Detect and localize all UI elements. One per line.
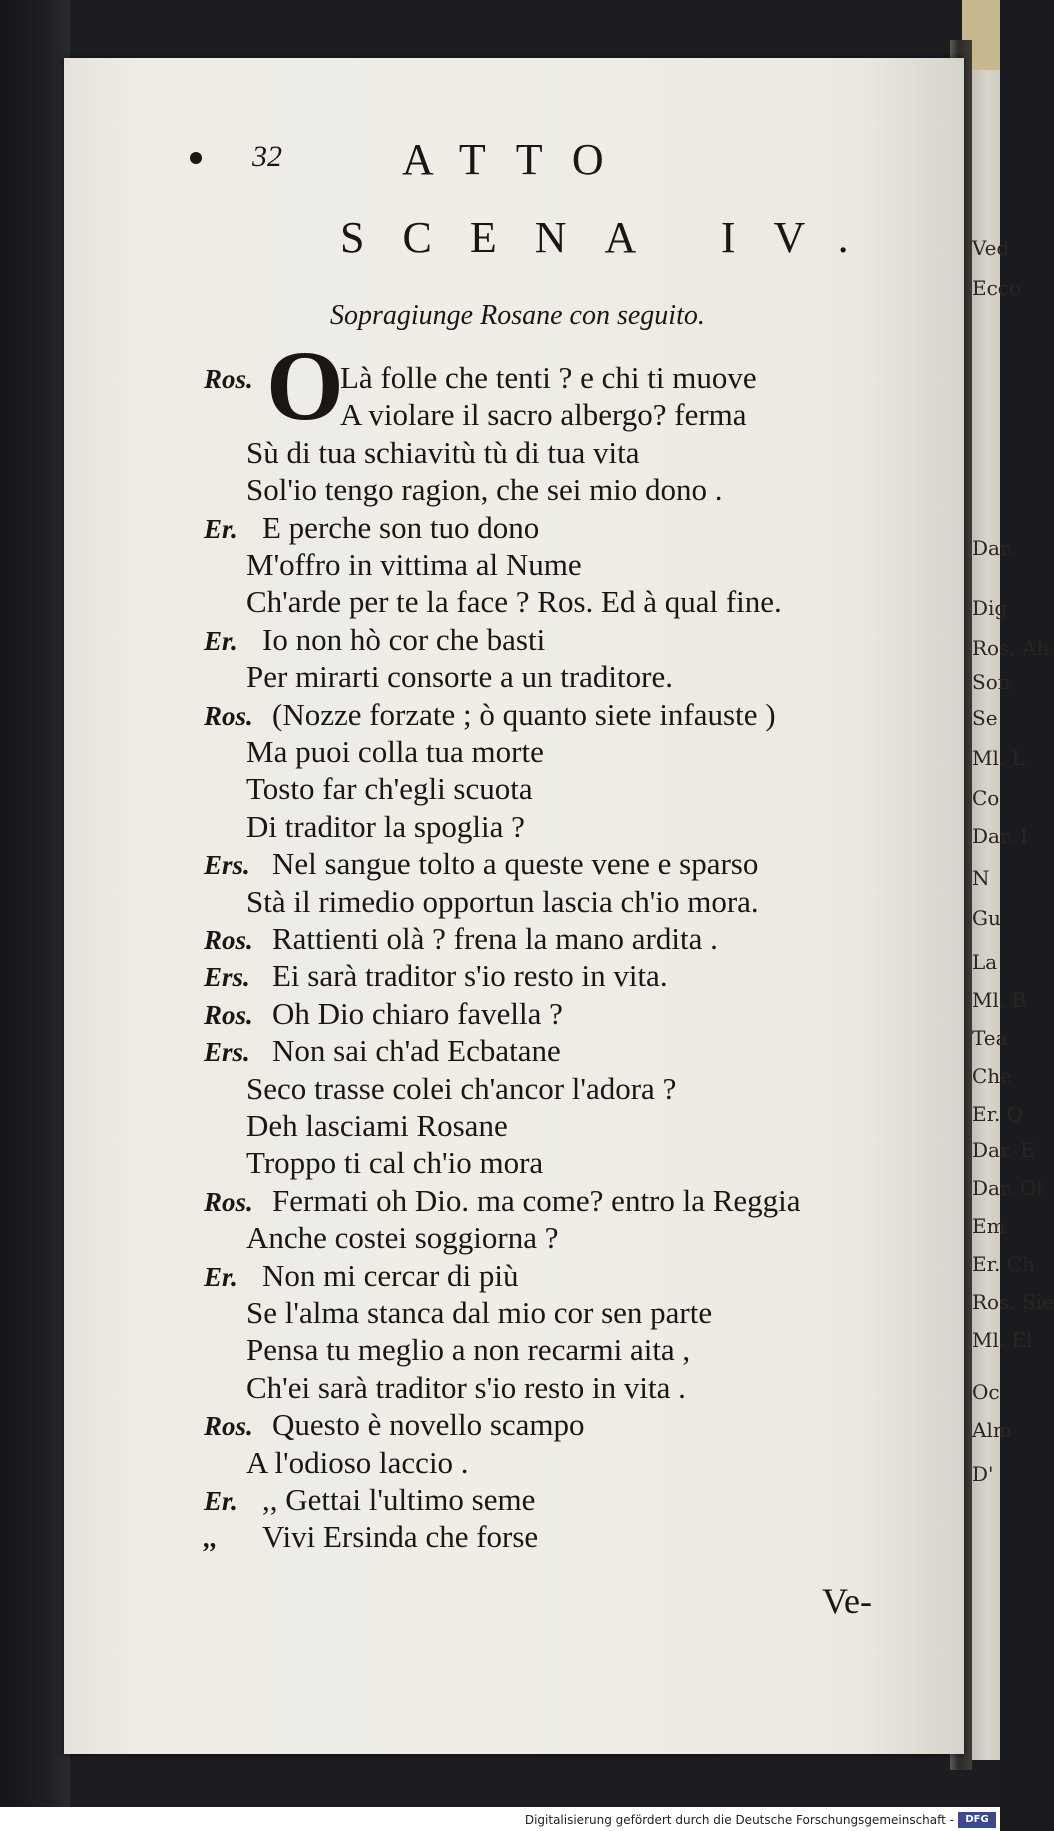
facing-page-fragment: Ecco — [972, 276, 1022, 300]
facing-page-fragment: Che — [972, 1064, 1013, 1088]
verse-line: Stà il rimedio opportun lascia ch'io mora. — [246, 884, 759, 919]
footer-bar — [0, 1807, 1000, 1831]
speaker-label: Ers. — [204, 850, 250, 880]
verse-line: Fermati oh Dio. ma come? entro la Reggia — [272, 1183, 801, 1218]
verse-line: Rattienti olà ? frena la mano ardita . — [272, 921, 718, 956]
bullet-mark — [190, 152, 202, 164]
verse-line: Di traditor la spoglia ? — [246, 809, 525, 844]
speaker-label: Er. — [204, 514, 238, 544]
facing-page-fragment: Em — [972, 1214, 1006, 1238]
facing-page-fragment: Oc — [972, 1380, 1000, 1404]
facing-page-fragment: Alm — [972, 1418, 1012, 1442]
speaker-label: Ros. — [204, 1000, 253, 1030]
facing-page-fragment: Ml. El — [972, 1328, 1033, 1352]
drop-cap: O — [266, 330, 344, 441]
verse-line: Nel sangue tolto a queste vene e sparso — [272, 846, 759, 881]
verse-line: Troppo ti cal ch'io mora — [246, 1145, 544, 1180]
page-number: 32 — [252, 140, 282, 173]
facing-page-fragment: Dar. I — [972, 824, 1028, 848]
verse-line: Ch'ei sarà traditor s'io resto in vita . — [246, 1370, 686, 1405]
dfg-logo: DFG — [958, 1812, 996, 1828]
verse-line: Deh lasciami Rosane — [246, 1108, 508, 1143]
verse-line: Non mi cercar di più — [262, 1258, 519, 1293]
footer-credit: Digitalisierung gefördert durch die Deutsche Forschungsgemeinschaft - — [524, 1813, 954, 1827]
verse-line: Io non hò cor che basti — [262, 622, 546, 657]
speaker-label: Er. — [204, 1262, 238, 1292]
facing-page-fragment: Son — [972, 670, 1011, 694]
verse-line: Se l'alma stanca dal mio cor sen parte — [246, 1295, 713, 1330]
act-title: ATTO — [402, 135, 634, 184]
facing-page-fragment: Tea — [972, 1026, 1008, 1050]
speaker-label: Ros. — [204, 1411, 253, 1441]
speaker-label: ,, — [204, 1523, 218, 1553]
verse-line: Per mirarti consorte a un traditore. — [246, 659, 673, 694]
verse-line: Seco trasse colei ch'ancor l'adora ? — [246, 1071, 677, 1106]
facing-page-fragment: N — [972, 866, 990, 890]
verse-line: E perche son tuo dono — [262, 510, 540, 545]
verse-line: Vivi Ersinda che forse — [262, 1519, 539, 1554]
verse-line: M'offro in vittima al Nume — [246, 547, 582, 582]
facing-page-fragment: Dar. — [972, 536, 1014, 560]
facing-page-fragment: Gu — [972, 906, 1001, 930]
facing-page-fragment: Er. Q — [972, 1102, 1024, 1126]
speaker-label: Ers. — [204, 962, 250, 992]
facing-page-fragment: D' — [972, 1462, 994, 1486]
facing-page-fragment: Dar. Ol — [972, 1176, 1043, 1200]
book-cover-edge — [0, 0, 70, 1831]
verse-line: Anche costei soggiorna ? — [246, 1220, 559, 1255]
verse-line: Tosto far ch'egli scuota — [246, 771, 533, 806]
verse-line: (Nozze forzate ; ò quanto siete infauste ) — [272, 697, 776, 732]
verse-line: Là folle che tenti ? e chi ti muove — [340, 360, 757, 395]
speaker-label: Er. — [204, 626, 238, 656]
facing-page-fragment: Ros. Ah — [972, 636, 1050, 660]
speaker-label: Er. — [204, 1486, 238, 1516]
facing-page-fragment: Ml. B — [972, 988, 1027, 1012]
verse-line: Sol'io tengo ragion, che sei mio dono . — [246, 472, 723, 507]
facing-page-fragment: Co — [972, 786, 1000, 810]
stage-direction: Sopragiunge Rosane con seguito. — [330, 300, 705, 331]
facing-page-fragment: Se — [972, 706, 998, 730]
facing-page-fragment: Ved — [972, 236, 1010, 260]
speaker-label: Ers. — [204, 1037, 250, 1067]
verse-line: Ma puoi colla tua morte — [246, 734, 544, 769]
verse-line: Sù di tua schiavitù tù di tua vita — [246, 435, 640, 470]
verse-line: ,, Gettai l'ultimo seme — [262, 1482, 536, 1517]
verse-line: Oh Dio chiaro favella ? — [272, 996, 563, 1031]
facing-page-fragment: Dar. E — [972, 1138, 1035, 1162]
catchword: Ve- — [822, 1581, 872, 1621]
verse-line: Questo è novello scampo — [272, 1407, 585, 1442]
verse-line: A violare il sacro albergo? ferma — [340, 397, 747, 432]
speaker-label: Ros. — [204, 1187, 253, 1217]
speaker-label: Ros. — [204, 925, 253, 955]
facing-page-fragment: Ros. Sie — [972, 1290, 1054, 1314]
verse-line: Non sai ch'ad Ecbatane — [272, 1033, 561, 1068]
speaker-label: Ros. — [204, 364, 253, 394]
verse-line: Ch'arde per te la face ? Ros. Ed à qual fine. — [246, 584, 782, 619]
verse-line: Ei sarà traditor s'io resto in vita. — [272, 958, 668, 993]
speaker-label: Ros. — [204, 701, 253, 731]
facing-page-fragment: Dig — [972, 596, 1008, 620]
facing-page-fragment: Er. Ch — [972, 1252, 1035, 1276]
facing-page-fragment: Ml. L — [972, 746, 1025, 770]
running-head — [190, 135, 750, 188]
scene-title: SCENA IV. — [340, 213, 887, 262]
verse-line: Pensa tu meglio a non recarmi aita , — [246, 1332, 691, 1367]
facing-page-fragment: La — [972, 950, 998, 974]
verse-line: A l'odioso laccio . — [246, 1445, 469, 1480]
